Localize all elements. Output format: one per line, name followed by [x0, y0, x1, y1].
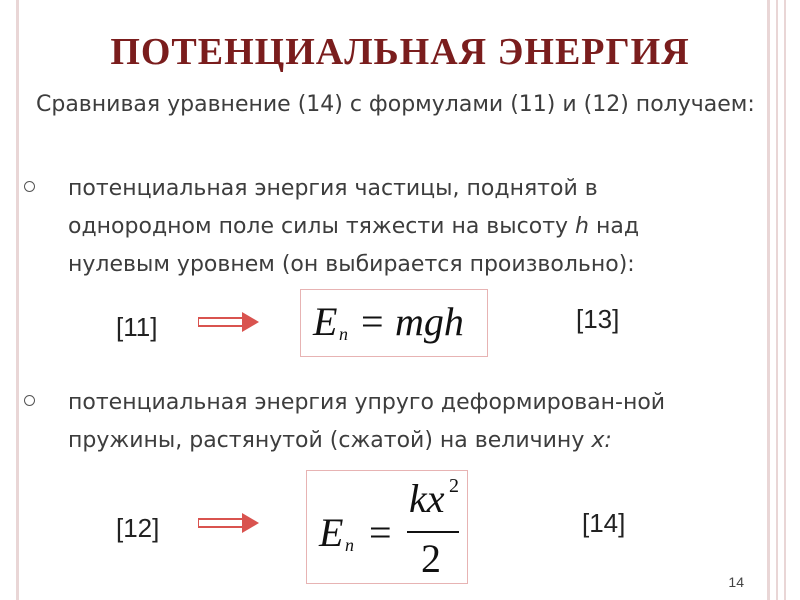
bullet-spring-text: потенциальная энергия упруго деформирован-ной пружины, растянутой (сжатой) на величину x: [68, 390, 666, 453]
decorative-line-left [16, 0, 19, 600]
variable-x: x: [591, 428, 612, 453]
decorative-line-right-3 [784, 0, 786, 600]
hollow-circle-icon [24, 395, 35, 406]
bullet-gravity [24, 170, 744, 284]
hollow-circle-icon [24, 181, 35, 192]
ref-13: [13] [576, 304, 620, 334]
decorative-line-right-1 [767, 0, 770, 600]
intro-text: Сравнивая уравнение (14) с формулами (11) и (12) получаем: [36, 92, 755, 117]
bullet-spring [24, 384, 744, 460]
formula-spring: E п = kx 2 2 [306, 470, 468, 584]
ref-14: [14] [582, 508, 626, 538]
bullet-gravity-text: потенциальная энергия частицы, поднятой в однородном поле силы тяжести на высоту h над нулевым уровнем (он выбирается произвольно): [68, 176, 640, 277]
page-number: 14 [728, 574, 744, 590]
right-arrow-icon [198, 311, 260, 333]
ref-11: [11] [116, 312, 158, 342]
ref-12: [12] [116, 513, 160, 543]
variable-h: h [575, 214, 589, 239]
slide-title: ПОТЕНЦИАЛЬНАЯ ЭНЕРГИЯ [110, 31, 690, 73]
right-arrow-icon [198, 512, 260, 534]
formula-gravity: E п = mgh [300, 289, 488, 357]
fraction-bar [407, 531, 459, 533]
decorative-line-right-2 [776, 0, 778, 600]
